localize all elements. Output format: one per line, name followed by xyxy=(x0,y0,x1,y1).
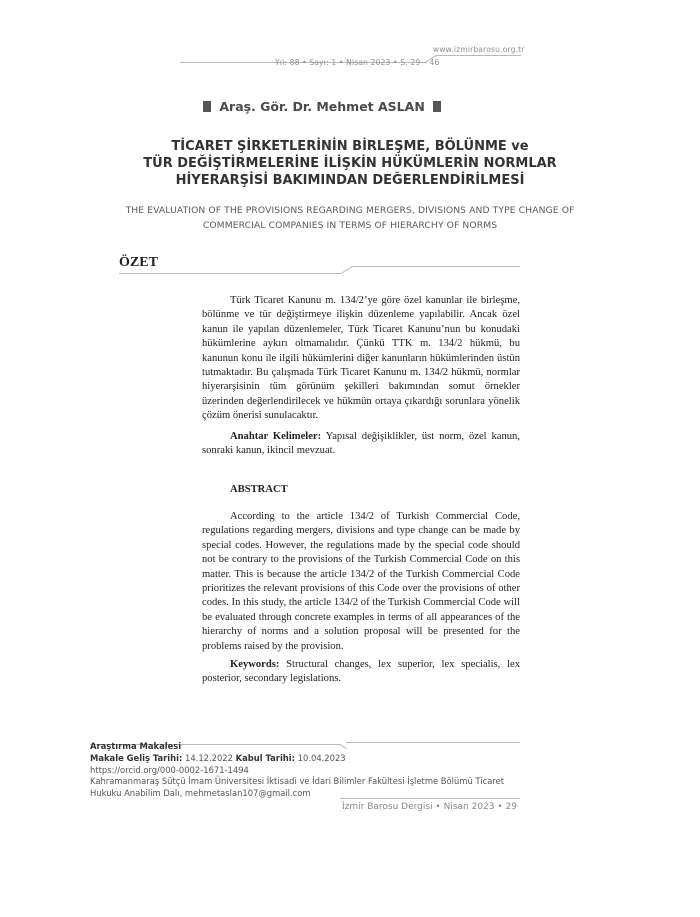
abstract-body: According to the article 134/2 of Turkish Commercial Code, regulations regarding mergers, divisions and type change can be made by special codes. However, the regulations made by the special code should not be contrary to the provisions of the Turkish Commercial Code on this matter. This is because the article 134/2 of the Turkish Commercial Code prioritizes the relevant provisions of this Code over the provisions of other codes. In this study, the article 134/2 of the Turkish Commercial Code will be evaluated through concrete examples in terms of all appearances of the hierarchy of norms and a solution proposal will be presented for the problems raised by the provision. xyxy=(202,511,520,652)
title-line: TİCARET ŞİRKETLERİNİN BİRLEŞME, BÖLÜNME ve xyxy=(171,139,529,154)
ozet-heading: ÖZET xyxy=(119,255,158,270)
orcid-link[interactable]: https://orcid.org/000-0002-1671-1494 xyxy=(90,764,249,775)
dates-line xyxy=(90,753,504,765)
journal-page-footer: İzmir Barosu Dergisi • Nisan 2023 • 29 xyxy=(342,802,517,812)
journal-website[interactable]: www.izmirbarosu.org.tr xyxy=(433,45,525,54)
abstract-keywords xyxy=(202,658,520,687)
footnote-block xyxy=(90,741,504,800)
author-name: Araş. Gör. Dr. Mehmet ASLAN xyxy=(219,99,425,114)
ozet-body: Türk Ticaret Kanunu m. 134/2’ye göre özel kanunlar ile birleşme, bölünme ve tür değiştirmeye ilişkin düzenleme yapılabilir. Ancak özel kanun ile yapılan düzenlemeler, Türk Ticaret Kanunu’nun bu konudaki hükümlerine aykırı olmamalıdır. Çünkü TTK m. 134/2 hükmü, bu kanunun konu ile ilgili hükümlerini diğer kanunların hükümlerinden üstün tutmaktadır. Bu çalışmada Türk Ticaret Kanunu m. 134/2 hükmü, normlar hiyerarşisinin tüm görünüm şekilleri bakımından somut örnekler üzerinden değerlendirilecek ve hükmün ortaya çıkardığı sorunlara yönelik çözüm önerisi sunulacaktır. xyxy=(202,295,520,422)
ozet-keywords-label: Anahtar Kelimeler: xyxy=(230,431,322,442)
ozet-rule-left xyxy=(119,273,341,274)
english-title-line: THE EVALUATION OF THE PROVISIONS REGARDING MERGERS, DIVISIONS AND TYPE CHANGE OF xyxy=(125,205,575,216)
received-label: Makale Geliş Tarihi: xyxy=(90,752,183,763)
abstract-heading: ABSTRACT xyxy=(230,484,288,495)
accepted-label: Kabul Tarihi: xyxy=(235,752,295,763)
ozet-keywords-text: Yapısal değişiklikler, üst norm, özel kanun, sonraki kanun, ikincil mevzuat. xyxy=(202,431,520,457)
abstract-keywords-label: Keywords: xyxy=(230,659,280,670)
ozet-keywords xyxy=(202,430,520,459)
author-left-square-icon xyxy=(203,101,211,112)
article-type: Araştırma Makalesi xyxy=(90,741,182,751)
english-title-line: COMMERCIAL COMPANIES IN TERMS OF HIERARCHY OF NORMS xyxy=(202,220,498,231)
article-title xyxy=(100,138,600,189)
author-right-square-icon xyxy=(433,101,441,112)
header-rule-right xyxy=(436,55,521,56)
affiliation-line: Kahramanmaraş Sütçü İmam Üniversitesi İktisadi ve İdari Bilimler Fakültesi İşletme Bölümü Ticaret xyxy=(90,776,505,787)
issue-meta: Yıl: 88 • Sayı: 1 • Nisan 2023 • S. 29 – 46 xyxy=(275,58,440,67)
author-line xyxy=(203,99,441,114)
ozet-rule-right xyxy=(352,266,520,267)
english-title xyxy=(60,203,640,233)
accepted-date: 10.04.2023 xyxy=(297,752,346,763)
title-line: HİYERARŞİSİ BAKIMINDAN DEĞERLENDİRİLMESİ xyxy=(175,173,525,188)
page-footer-rule xyxy=(340,798,520,799)
abstract-keywords-text: Structural changes, lex superior, lex specialis, lex posterior, secondary legislations. xyxy=(202,659,520,685)
received-date: 14.12.2022 xyxy=(185,752,233,763)
affiliation-line: Hukuku Anabilim Dalı, mehmetaslan107@gmail.com xyxy=(90,788,311,799)
title-line: TÜR DEĞİŞTİRMELERİNE İLİŞKİN HÜKÜMLERİN NORMLAR xyxy=(143,156,557,171)
